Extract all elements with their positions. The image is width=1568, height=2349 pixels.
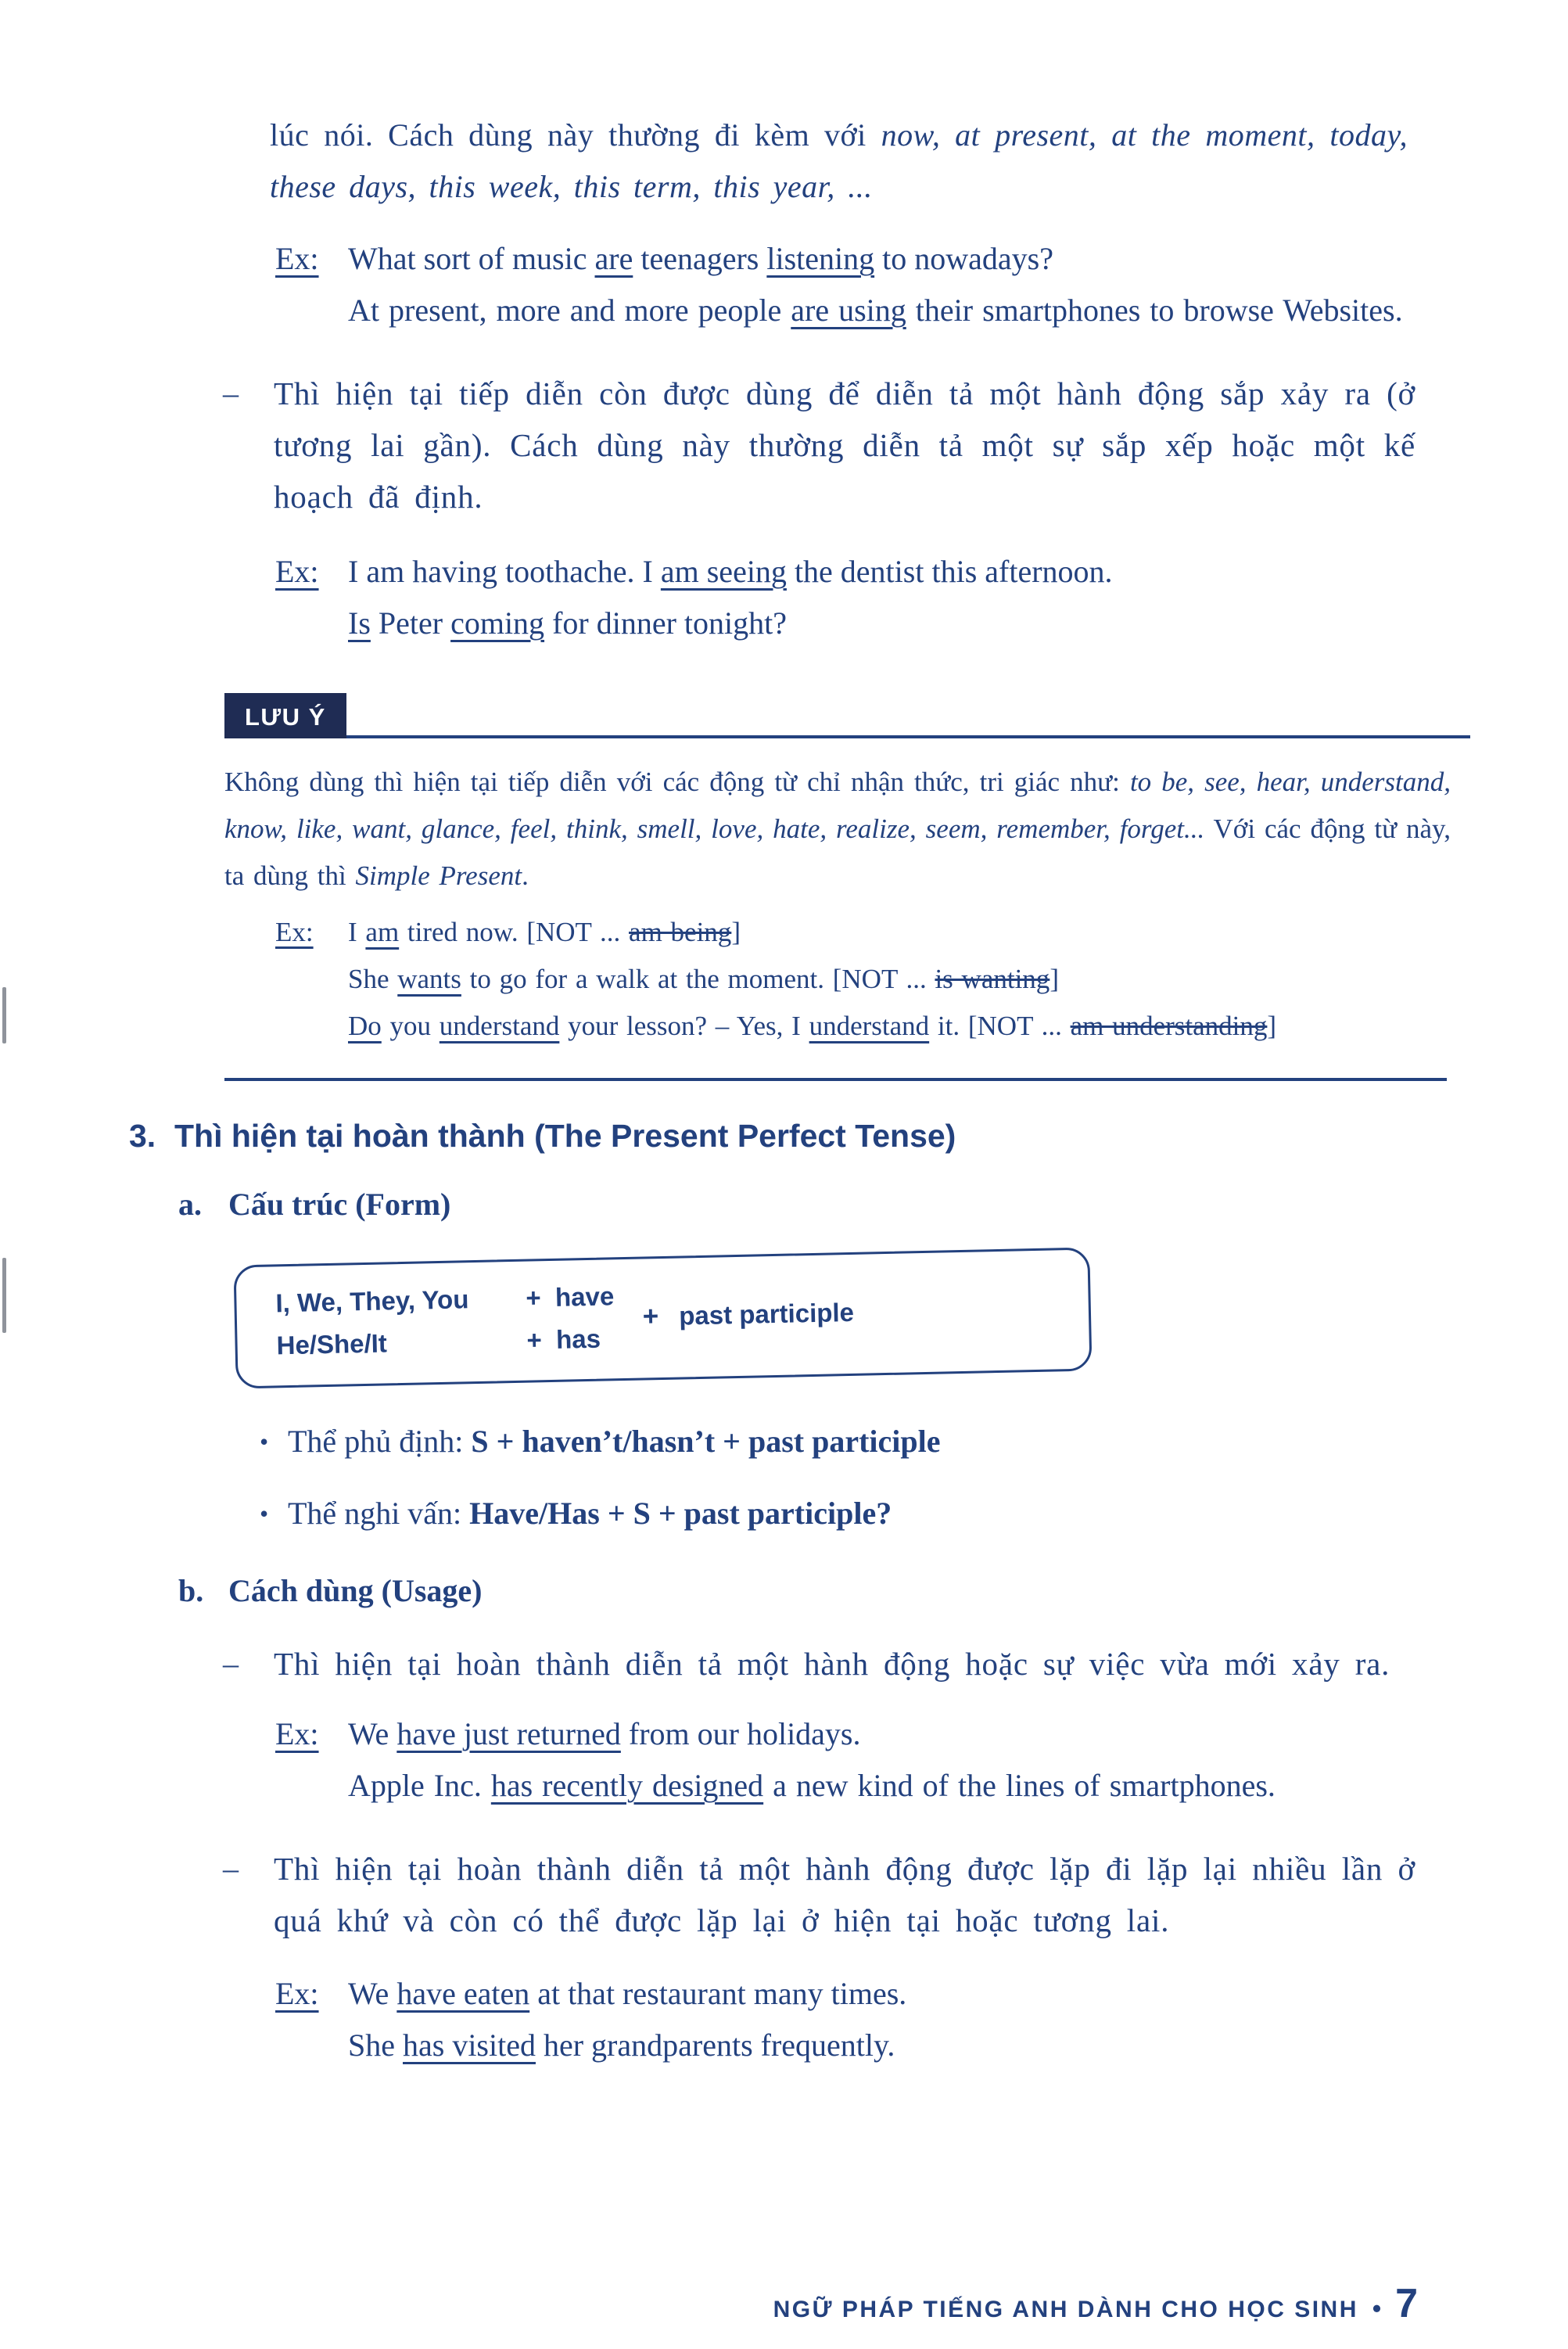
dash-marker: –	[223, 1646, 239, 1681]
section-divider-rule	[224, 1078, 1447, 1081]
example-block-restaurant	[275, 1968, 1408, 2071]
form-box-row	[275, 1275, 615, 1324]
usage-item-recent-action	[223, 1638, 1416, 1690]
form-box-subject-rows	[275, 1275, 615, 1367]
present-continuous-usage-paragraph: lúc nói. Cách dùng này thường đi kèm với now, at present, at the moment, today, these days, this week, this term, this year, ...	[270, 117, 1408, 204]
subsection-marker: a.	[178, 1187, 202, 1222]
subsection-heading-text: Cách dùng (Usage)	[228, 1573, 483, 1608]
footer-separator-dot: •	[1372, 2294, 1382, 2322]
dash-marker: –	[223, 1851, 239, 1886]
negative-form-text: Thể phủ định: S + haven’t/hasn’t + past participle	[288, 1424, 941, 1459]
note-example-sentence: She wants to go for a walk at the moment. [NOT ... is wanting]	[348, 964, 1059, 994]
example-sentence: Is Peter coming for dinner tonight?	[348, 605, 787, 641]
section-number: 3.	[129, 1118, 156, 1154]
example-sentence: What sort of music are teenagers listening to nowadays?	[348, 241, 1053, 276]
present-perfect-form-box	[233, 1248, 1092, 1389]
negative-form-line	[260, 1416, 1416, 1467]
scan-artifact	[2, 987, 6, 1043]
example-sentence: Apple Inc. has recently designed a new kind of the lines of smartphones.	[348, 1768, 1276, 1803]
example-sentence: At present, more and more people are using their smartphones to browse Websites.	[348, 293, 1403, 328]
bullet-marker: •	[260, 1428, 269, 1456]
usage-item-text: Thì hiện tại hoàn thành diễn tả một hành động hoặc sự việc vừa mới xảy ra.	[274, 1646, 1390, 1682]
usage-item-repeated-action	[223, 1843, 1416, 1946]
form-subjects-singular: He/She/It	[276, 1328, 388, 1360]
subsection-marker: b.	[178, 1573, 204, 1608]
note-header	[224, 693, 1470, 738]
note-body-paragraph: Không dùng thì hiện tại tiếp diễn với các động từ chỉ nhận thức, tri giác như: to be, see, hear, understand, know, like, want, glance, feel, think, smell, love, hate, realize, seem, remember, forget... Với các động từ này, ta dùng thì Simple Present.	[224, 767, 1451, 891]
example-label: Ex:	[275, 1976, 319, 2011]
form-subjects-plural: I, We, They, You	[275, 1284, 469, 1318]
page-footer	[773, 2278, 1418, 2336]
subsection-heading-form	[178, 1183, 1568, 1227]
usage-item-text: Thì hiện tại tiếp diễn còn được dùng để diễn tả một hành động sắp xảy ra (ở tương lai gần). Cách dùng này thường diễn tả một sự sắp xếp hoặc một kế hoạch đã định.	[274, 375, 1416, 515]
example-block-holidays	[275, 1708, 1408, 1812]
example-label: Ex:	[275, 241, 319, 276]
usage-item-near-future	[223, 368, 1416, 523]
interrogative-form-line	[260, 1488, 1416, 1539]
example-label: Ex:	[275, 1716, 319, 1751]
subsection-heading-usage	[178, 1569, 1568, 1613]
note-example-block	[275, 909, 1451, 1050]
form-plus-sign: +	[642, 1301, 659, 1332]
form-aux-has: + has	[526, 1324, 601, 1355]
form-box-row	[276, 1317, 615, 1367]
bullet-marker: •	[260, 1500, 269, 1528]
scan-artifact	[2, 1258, 6, 1333]
example-block-nowadays	[275, 233, 1408, 336]
form-aux-have: + have	[526, 1281, 615, 1313]
example-sentence: We have eaten at that restaurant many times.	[348, 1976, 907, 2011]
section-heading-text: Thì hiện tại hoàn thành (The Present Perfect Tense)	[174, 1118, 956, 1154]
footer-book-title: NGỮ PHÁP TIẾNG ANH DÀNH CHO HỌC SINH	[773, 2297, 1358, 2322]
section-heading-present-perfect	[129, 1114, 1419, 1158]
note-example-sentence: Do you understand your lesson? – Yes, I understand it. [NOT ... am understanding]	[348, 1011, 1277, 1041]
example-label: Ex:	[275, 554, 319, 589]
interrogative-form-text: Thể nghi vấn: Have/Has + S + past participle?	[288, 1496, 892, 1531]
example-label: Ex:	[275, 917, 314, 947]
form-past-participle: past participle	[678, 1297, 855, 1331]
example-block-dentist	[275, 546, 1408, 649]
note-header-rule	[346, 735, 1470, 738]
usage-item-text: Thì hiện tại hoàn thành diễn tả một hành động được lặp đi lặp lại nhiều lần ở quá khứ và còn có thể được lặp lại ở hiện tại hoặc tương lai.	[274, 1851, 1416, 1938]
note-example-sentence: I am tired now. [NOT ... am being]	[348, 917, 741, 947]
dash-marker: –	[223, 375, 239, 411]
example-sentence: We have just returned from our holidays.	[348, 1716, 861, 1751]
note-label: LƯU Ý	[224, 693, 346, 738]
footer-page-number: 7	[1395, 2281, 1418, 2326]
example-sentence: I am having toothache. I am seeing the dentist this afternoon.	[348, 554, 1113, 589]
subsection-heading-text: Cấu trúc (Form)	[228, 1187, 451, 1222]
example-sentence: She has visited her grandparents frequently.	[348, 2028, 895, 2063]
